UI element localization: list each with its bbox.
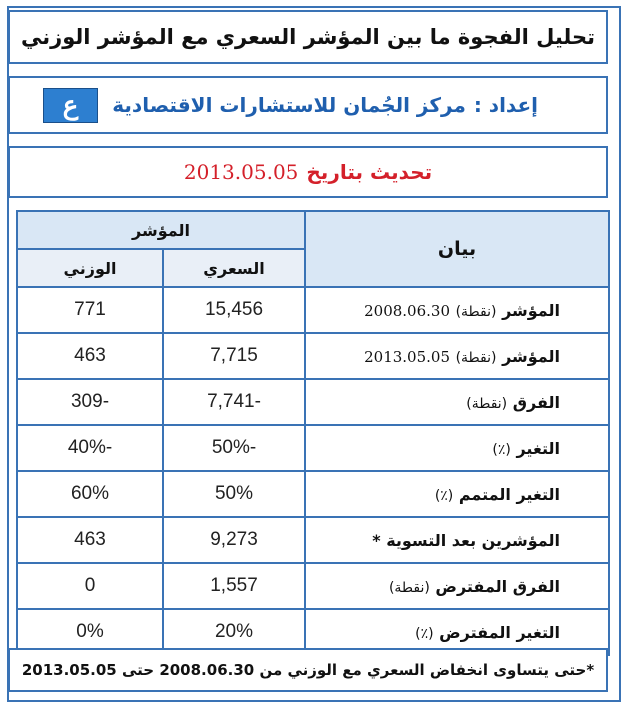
header-index: المؤشر bbox=[17, 211, 305, 249]
footnote: *حتى يتساوى انخفاض السعري مع الوزني من 2008.06.30 حتى 2013.05.05 bbox=[8, 648, 608, 692]
price-value: 7,715 bbox=[163, 333, 305, 379]
row-label: الفرق (نقطة) bbox=[305, 379, 609, 425]
row-label: التغير المفترض (٪) bbox=[305, 609, 609, 655]
row-label: الفرق المفترض (نقطة) bbox=[305, 563, 609, 609]
weighted-value: 0 bbox=[17, 563, 163, 609]
row-label: التغير (٪) bbox=[305, 425, 609, 471]
prepared-by-text bbox=[112, 78, 538, 132]
price-value: -7,741 bbox=[163, 379, 305, 425]
update-date: 2013.05.05 bbox=[183, 160, 299, 184]
price-value: 9,273 bbox=[163, 517, 305, 563]
table-row bbox=[17, 563, 609, 609]
price-value: 15,456 bbox=[163, 287, 305, 333]
weighted-value: 771 bbox=[17, 287, 163, 333]
price-value: -50% bbox=[163, 425, 305, 471]
logo-glyph: ع bbox=[62, 90, 79, 121]
header-statement: بيان bbox=[305, 211, 609, 287]
organization-name: مركز الجُمان للاستشارات الاقتصادية bbox=[112, 93, 466, 117]
report-title: تحليل الفجوة ما بين المؤشر السعري مع المؤشر الوزني bbox=[8, 10, 608, 64]
row-label: المؤشر (نقطة) 2013.05.05 bbox=[305, 333, 609, 379]
row-label: المؤشر (نقطة) 2008.06.30 bbox=[305, 287, 609, 333]
weighted-value: -40% bbox=[17, 425, 163, 471]
table-row bbox=[17, 287, 609, 333]
row-label: المؤشرين بعد التسوية * bbox=[305, 517, 609, 563]
weighted-value: -309 bbox=[17, 379, 163, 425]
weighted-value: 463 bbox=[17, 517, 163, 563]
table-row bbox=[17, 471, 609, 517]
price-value: 50% bbox=[163, 471, 305, 517]
weighted-value: 463 bbox=[17, 333, 163, 379]
gap-analysis-table bbox=[16, 210, 610, 656]
price-value: 1,557 bbox=[163, 563, 305, 609]
header-weighted-index: الوزني bbox=[17, 249, 163, 287]
price-value: 20% bbox=[163, 609, 305, 655]
table-row bbox=[17, 425, 609, 471]
prepared-by-box bbox=[8, 76, 608, 134]
table-row bbox=[17, 333, 609, 379]
table-row bbox=[17, 517, 609, 563]
organization-logo bbox=[43, 88, 98, 123]
prepared-label: إعداد : bbox=[473, 93, 538, 117]
header-price-index: السعري bbox=[163, 249, 305, 287]
table-row bbox=[17, 379, 609, 425]
update-label: تحديث بتاريخ bbox=[306, 160, 433, 184]
update-date-box bbox=[8, 146, 608, 198]
weighted-value: 60% bbox=[17, 471, 163, 517]
row-label: التغير المتمم (٪) bbox=[305, 471, 609, 517]
weighted-value: 0% bbox=[17, 609, 163, 655]
